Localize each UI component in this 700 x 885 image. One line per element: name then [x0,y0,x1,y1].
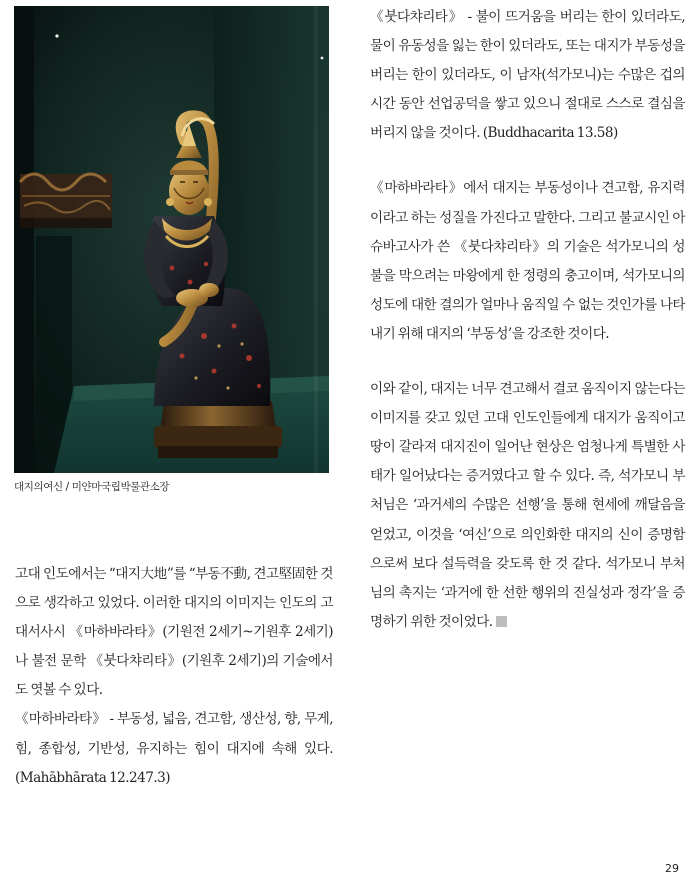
body-paragraph: 고대 인도에서는 “대지大地”를 “부동不動, 견고堅固한 것으로 생각하고 있었다. 이러한 대지의 이미지는 인도의 고대서사시 《마하바라타》(기원전 2세기~기원후 2세기)나 불전 문학 《붓다챠리타》(기원후 2세기)의 기술에서도 엿볼 수 있다. [15,566,333,699]
final-paragraph-text: 이와 같이, 대지는 너무 견고해서 결코 움직이지 않는다는 이미지를 갖고 있던 고대 인도인들에게 대지가 움직이고 땅이 갈라져 대지진이 일어난 현상은 엄청나게 특별한 사태가 일어났다는 증거였다고 할 수 있다. 즉, 석가모니 부처님은 ‘과거세의 수많은 선행’을 통해 현세에 깨달음을 얻었고, 이것을 ‘여신’으로 의인화한 대지의 신이 증명함으로써 보다 설득력을 갖도록 한 것 같다. 석가모니 부처님의 촉지는 ‘과거에 한 선한 행위의 진실성과 정각’을 증명하기 위한 것이었다. [370,381,685,630]
body-paragraph: 《마하바라타》 - 부동성, 넓음, 견고함, 생산성, 향, 무게, 힘, 종합성, 기반성, 유지하는 힘이 대지에 속해 있다.(Mahābhārata 12.247.3) [15,711,333,786]
page-number: 29 [665,862,679,875]
paragraph-gap [370,148,685,174]
figure-caption: 대지의여신 / 미얀마국립박물관소장 [14,481,170,493]
body-paragraph-final [370,375,685,637]
paragraph-gap [370,349,685,375]
earth-goddess-statue-photo [14,6,329,473]
body-paragraph: 《붓다챠리타》 - 불이 뜨거움을 버리는 한이 있더라도, 물이 유동성을 잃는 한이 있더라도, 또는 대지가 부동성을 버리는 한이 있더라도, 이 남자(석가모니)는 수많은 겁의 시간 동안 선업공덕을 쌓고 있으니 절대로 스스로 결심을 버리지 않을 것이다. (Buddhacarita 13.58) [370,9,685,142]
body-paragraph: 《마하바라타》에서 대지는 부동성이나 견고함, 유지력이라고 하는 성질을 가진다고 말한다. 그리고 불교시인 아슈바고사가 쓴 《붓다챠리타》의 기술은 석가모니의 성불을 막으려는 마왕에게 한 정령의 충고이며, 석가모니의 성도에 대한 결의가 얼마나 움직일 수 없는 것인가를 나타내기 위해 대지의 ‘부동성’을 강조한 것이다. [370,180,685,342]
left-column [15,560,333,793]
right-column [370,3,685,637]
end-mark-icon [496,616,507,627]
